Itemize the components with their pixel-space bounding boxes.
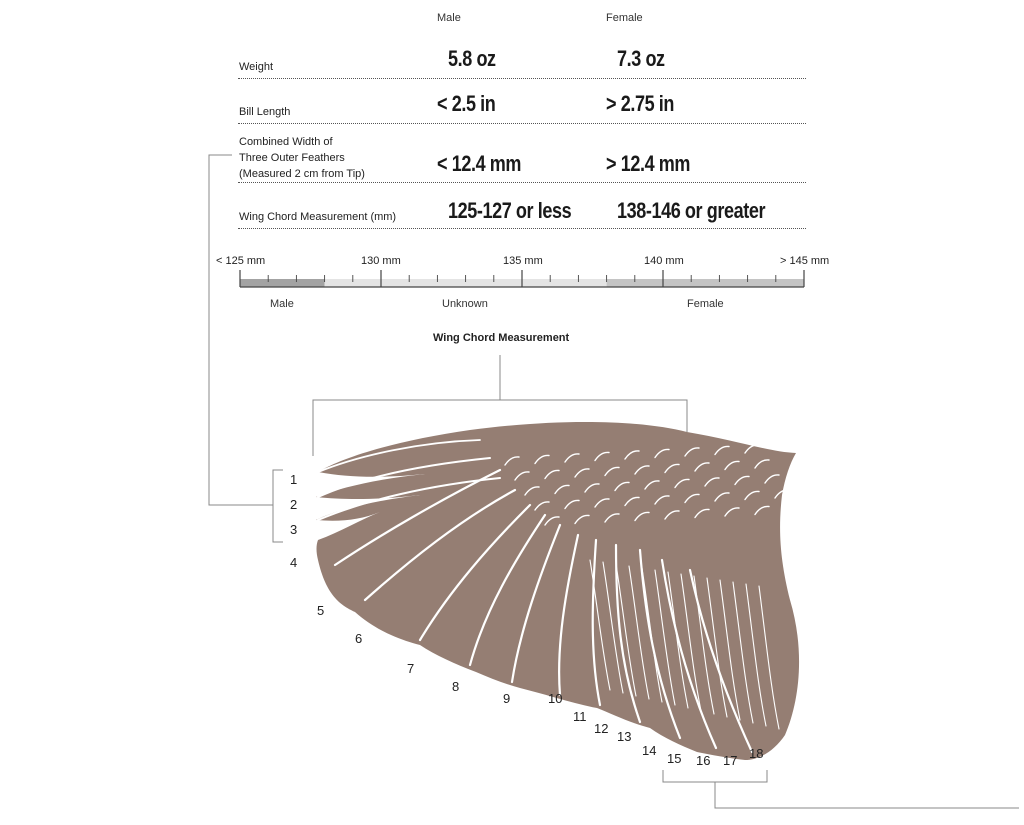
feather-number: 9 — [503, 691, 511, 706]
feather-number: 5 — [317, 603, 325, 618]
feather-number: 14 — [642, 743, 657, 758]
feather-number: 13 — [617, 729, 632, 744]
feather-number: 6 — [355, 631, 363, 646]
feather-number: 15 — [667, 751, 682, 766]
outer-feathers-bracket — [273, 470, 283, 542]
scale-tick-label: 130 mm — [361, 255, 401, 267]
bill-length-female-value: > 2.75 in — [606, 91, 675, 116]
weight-female-value: 7.3 oz — [617, 46, 665, 71]
feather-number: 8 — [452, 679, 460, 694]
feather-number: 12 — [594, 721, 609, 736]
feather-number: 2 — [290, 497, 298, 512]
diagram-title: Wing Chord Measurement — [433, 332, 570, 344]
tertials-bracket — [663, 770, 767, 782]
segment-label-female: Female — [687, 298, 724, 310]
weight-label: Weight — [239, 61, 274, 73]
wing-chord-female-value: 138-146 or greater — [617, 198, 766, 223]
feather-number: 3 — [290, 522, 298, 537]
feather-number: 16 — [696, 753, 711, 768]
weight-male-value: 5.8 oz — [448, 46, 496, 71]
combined-width-label-line-2: Three Outer Feathers — [239, 152, 345, 164]
scale-segment-female — [607, 279, 804, 287]
segment-label-unknown: Unknown — [442, 298, 488, 310]
wing-chord-male-value: 125-127 or less — [448, 198, 572, 223]
combined-width-label-line-1: Combined Width of — [239, 136, 333, 148]
segment-label-male: Male — [270, 298, 294, 310]
wing-chord-label: Wing Chord Measurement (mm) — [239, 211, 397, 223]
feather-number: 11 — [573, 709, 587, 724]
tertials-leader — [715, 782, 1019, 808]
scale-segment-male — [240, 279, 325, 287]
feather-number: 1 — [290, 472, 298, 487]
feather-number: 7 — [407, 661, 415, 676]
bill-length-label: Bill Length — [239, 106, 291, 118]
scale-tick-label: 140 mm — [644, 255, 684, 267]
wing-silhouette — [316, 422, 799, 760]
combined-width-label-line-3: (Measured 2 cm from Tip) — [239, 168, 365, 180]
combined-width-male-value: < 12.4 mm — [437, 151, 522, 176]
feather-number: 18 — [749, 746, 764, 761]
bill-length-male-value: < 2.5 in — [437, 91, 496, 116]
combined-width-female-value: > 12.4 mm — [606, 151, 691, 176]
scale-bar — [240, 270, 804, 287]
outer-feathers-leader — [209, 155, 273, 505]
scale-tick-label: > 145 mm — [780, 255, 830, 267]
wing-illustration — [316, 422, 799, 760]
feather-number: 10 — [548, 691, 563, 706]
feather-number: 17 — [723, 753, 738, 768]
scale-tick-label: 135 mm — [503, 255, 543, 267]
feather-number: 4 — [290, 555, 298, 570]
male-column-header: Male — [437, 12, 461, 24]
scale-tick-label: < 125 mm — [216, 255, 266, 267]
female-column-header: Female — [606, 12, 643, 24]
